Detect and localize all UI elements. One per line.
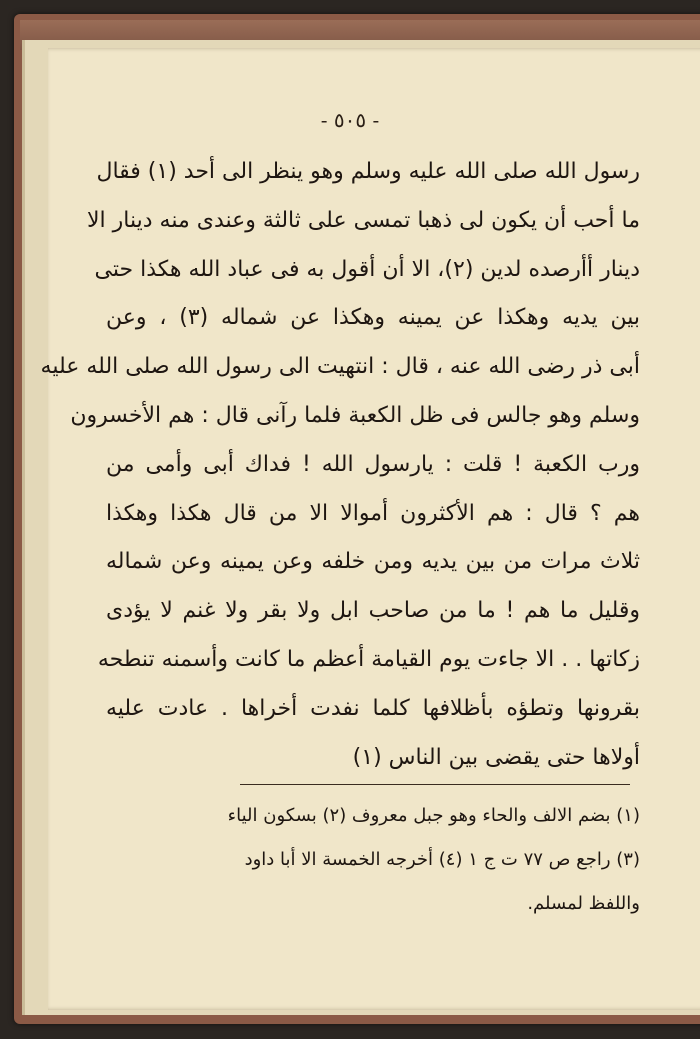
body-line: دينار أأرصده لدين (٢)، الا أن أقول به فى عباد الله هكذا حتى bbox=[94, 256, 640, 282]
footnote-line: واللفظ لمسلم. bbox=[527, 893, 640, 914]
body-line: أبى ذر رضى الله عنه ، قال : انتهيت الى رسول الله صلى الله عليه bbox=[40, 354, 640, 380]
body-line: وقليل ما هم ! ما من صاحب ابل ولا بقر ولا غنم لا يؤدى bbox=[106, 598, 640, 624]
footnote-line: (١) بضم الالف والحاء وهو جبل معروف (٢) بسكون الياء bbox=[227, 805, 640, 826]
body-text bbox=[40, 148, 640, 782]
body-line: ورب الكعبة ! قلت : يارسول الله ! فداك أبى وأمى من bbox=[106, 451, 640, 477]
footnote-line: (٣) راجع ص ٧٧ ت ج ١ (٤) أخرجه الخمسة الا أبا داود bbox=[244, 849, 640, 870]
footnote-divider bbox=[240, 784, 630, 785]
body-line: بين يديه وهكذا عن يمينه وهكذا عن شماله (٣) ، وعن bbox=[106, 305, 640, 331]
body-line: أولاها حتى يقضى بين الناس (١) bbox=[352, 744, 640, 770]
body-line: ثلاث مرات من بين يديه ومن خلفه وعن يمينه وعن شماله bbox=[106, 549, 640, 575]
body-line: رسول الله صلى الله عليه وسلم وهو ينظر الى أحد (١) فقال bbox=[96, 159, 640, 184]
body-line: ما أحب أن يكون لى ذهبا تمسى على ثالثة وعندى منه دينار الا bbox=[87, 207, 640, 233]
body-line: بقرونها وتطؤه بأظلافها كلما نفدت أخراها . عادت عليه bbox=[106, 695, 640, 721]
body-line: هم ؟ قال : هم الأكثرون أموالا الا من قال هكذا وهكذا bbox=[106, 500, 640, 526]
body-line: وسلم وهو جالس فى ظل الكعبة فلما رآنى قال : هم الأخسرون bbox=[70, 402, 640, 428]
page-number: - ٥٠٥ - bbox=[320, 108, 380, 132]
body-line: زكاتها . . الا جاءت يوم القيامة أعظم ما كانت وأسمنه تنطحه bbox=[97, 646, 640, 672]
footnotes bbox=[106, 794, 640, 926]
